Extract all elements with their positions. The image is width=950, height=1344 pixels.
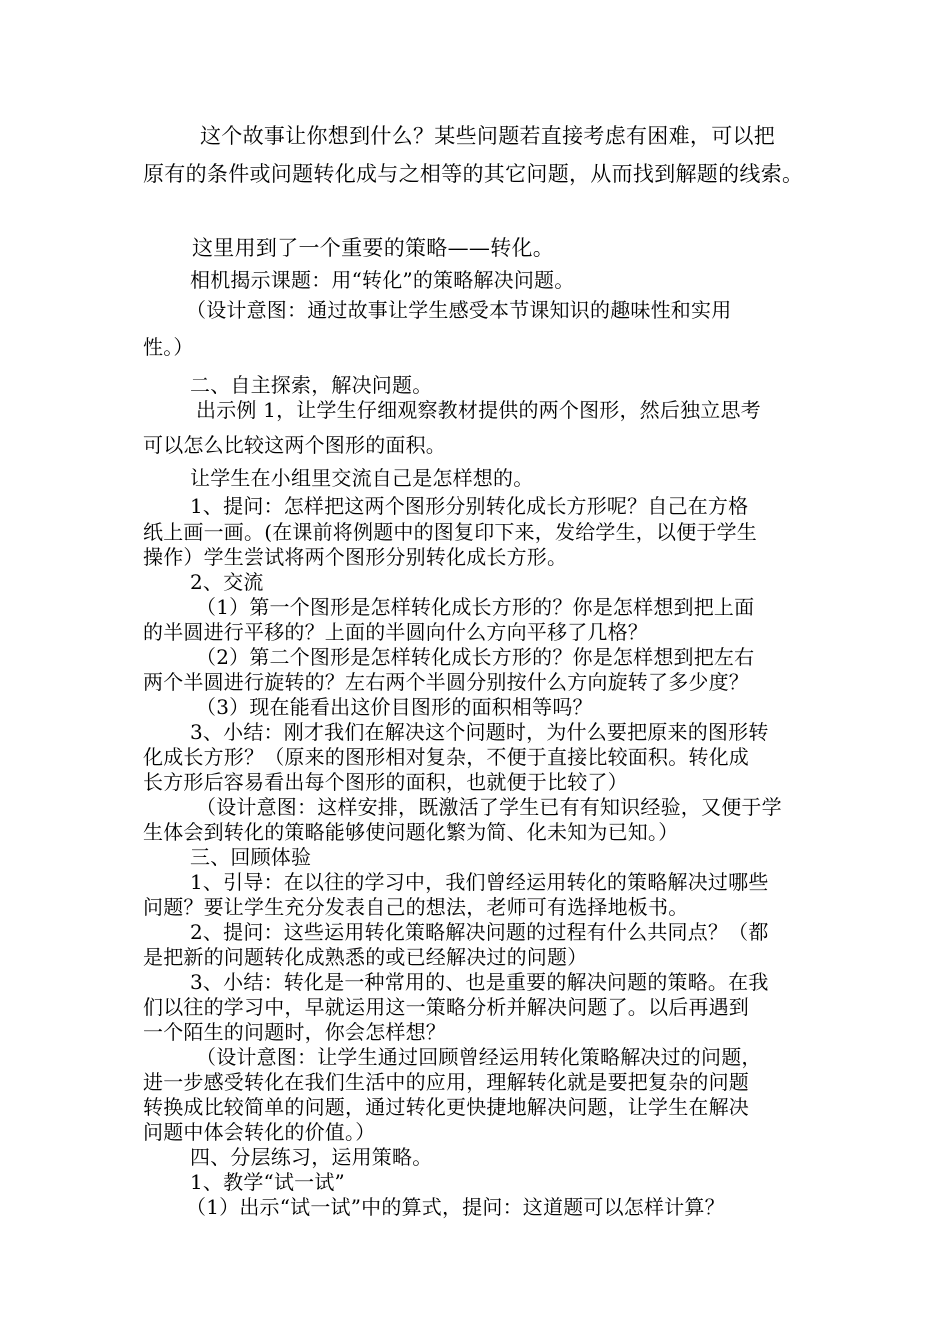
text-line: 两个半圆进行旋转的？左右两个半圆分别按什么方向旋转了多少度？ [143,670,749,694]
text-line: 1、提问：怎样把这两个图形分别转化成长方形呢？自己在方格 [190,494,749,518]
text-line: （设计意图：让学生通过回顾曾经运用转化策略解决过的问题， [196,1045,762,1069]
text-line: 性。） [143,335,194,359]
section-heading: 四、分层练习，运用策略。 [190,1145,433,1169]
text-line: 这个故事让你想到什么？某些问题若直接考虑有困难，可以把 [200,124,776,148]
text-line: 生体会到转化的策略能够使问题化繁为简、化未知为已知。） [143,820,679,844]
text-line: （1）出示“试一试”中的算式，提问：这道题可以怎样计算？ [186,1195,725,1219]
text-line: 长方形后容易看出每个图形的面积，也就便于比较了） [143,770,628,794]
text-line: 操作）学生尝试将两个图形分别转化成长方形。 [143,545,568,569]
text-line: 相机揭示课题：用“转化”的策略解决问题。 [190,268,575,292]
text-line: 的半圆进行平移的？上面的半圆向什么方向平移了几格？ [143,620,648,644]
text-line: 2、提问：这些运用转化策略解决问题的过程有什么共同点？（都 [190,920,769,944]
text-line: 进一步感受转化在我们生活中的应用，理解转化就是要把复杂的问题 [143,1070,749,1094]
text-line: 1、教学“试一试” [190,1170,345,1194]
text-line: 转换成比较简单的问题，通过转化更快捷地解决问题，让学生在解决 [143,1095,749,1119]
text-line: 可以怎么比较这两个图形的面积。 [143,433,446,457]
text-line: （2）第二个图形是怎样转化成长方形的？你是怎样想到把左右 [196,645,755,669]
text-line: 让学生在小组里交流自己是怎样想的。 [190,466,534,490]
text-line: 一个陌生的问题时，你会怎样想？ [143,1020,446,1044]
text-line: 这里用到了一个重要的策略——转化。 [192,236,555,260]
text-line: 们以往的学习中，早就运用这一策略分析并解决问题了。以后再遇到 [143,995,749,1019]
text-line: 3、小结：刚才我们在解决这个问题时，为什么要把原来的图形转 [190,720,769,744]
text-line: 问题中体会转化的价值。） [143,1120,376,1144]
text-line: （设计意图：通过故事让学生感受本节课知识的趣味性和实用 [186,298,732,322]
text-line: 1、引导：在以往的学习中，我们曾经运用转化的策略解决过哪些 [190,870,769,894]
text-line: 2、交流 [190,570,264,594]
text-line: （3）现在能看出这价目图形的面积相等吗？ [196,695,593,719]
text-line: 化成长方形？（原来的图形相对复杂，不便于直接比较面积。转化成 [143,745,749,769]
section-heading: 三、回顾体验 [190,845,312,869]
text-line: 问题？要让学生充分发表自己的想法，老师可有选择地板书。 [143,895,689,919]
text-line: 出示例 1，让学生仔细观察教材提供的两个图形，然后独立思考 [196,398,761,422]
text-line: 原有的条件或问题转化成与之相等的其它问题，从而找到解题的线索。 [143,162,804,186]
text-line: 3、小结：转化是一种常用的、也是重要的解决问题的策略。在我 [190,970,769,994]
section-heading: 二、自主探索，解决问题。 [190,373,433,397]
text-line: （设计意图：这样安排，既激活了学生已有有知识经验，又便于学 [196,795,782,819]
text-line: 是把新的问题转化成熟悉的或已经解决过的问题） [143,945,588,969]
text-line: （1）第一个图形是怎样转化成长方形的？你是怎样想到把上面 [196,595,755,619]
text-line: 纸上画一画。(在课前将例题中的图复印下来，发给学生，以便于学生 [143,520,758,544]
